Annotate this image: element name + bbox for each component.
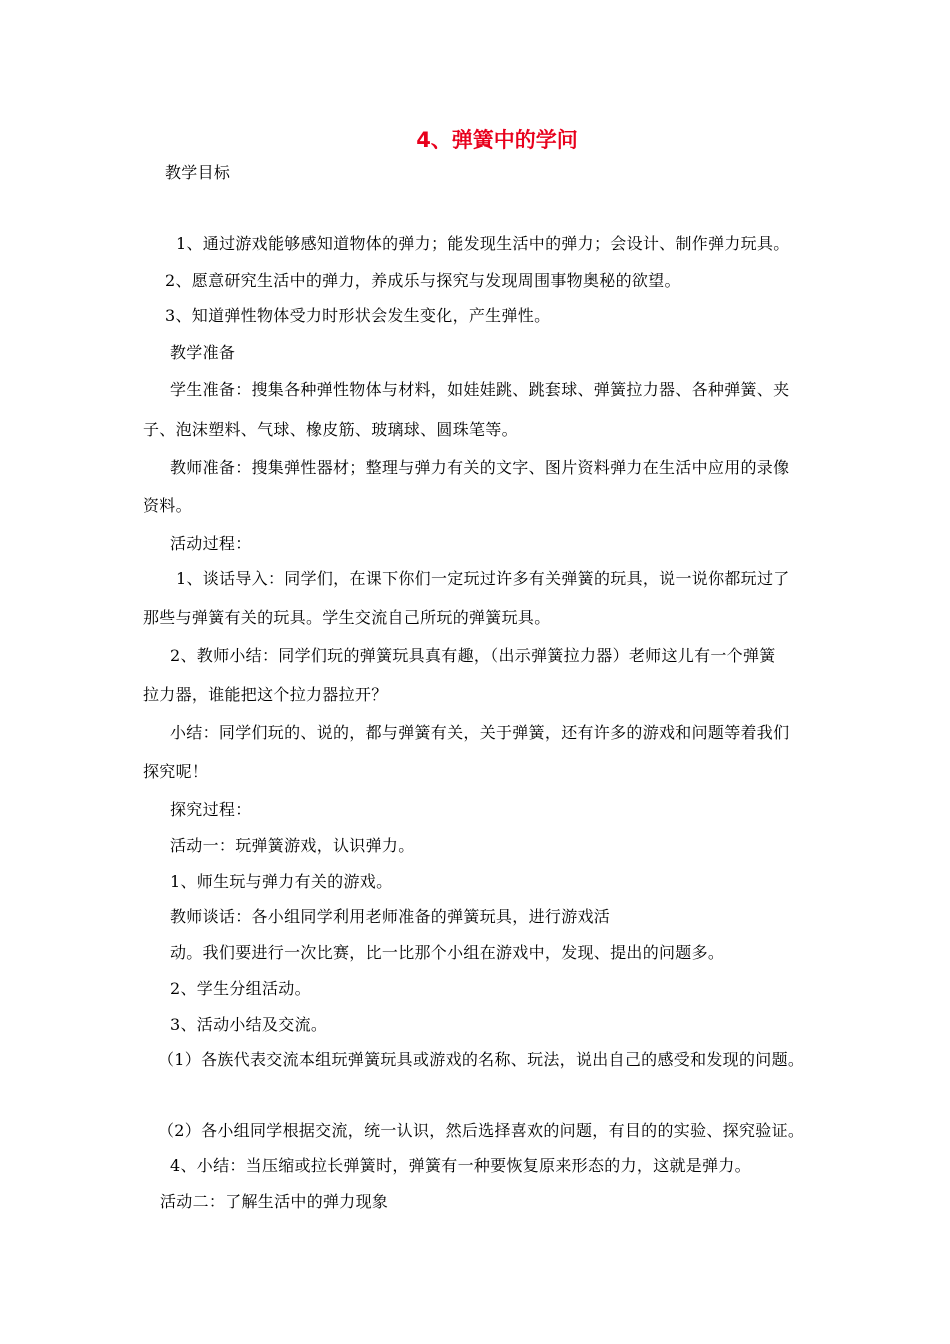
- paragraph-line: 1、师生玩与弹力有关的游戏。: [170, 872, 393, 891]
- paragraph-line: 活动一：玩弹簧游戏，认识弹力。: [170, 836, 415, 855]
- paragraph-line: 拉力器，谁能把这个拉力器拉开？: [143, 685, 388, 704]
- paragraph-line: 学生准备：搜集各种弹性物体与材料，如娃娃跳、跳套球、弹簧拉力器、各种弹簧、夹: [170, 380, 790, 399]
- section-heading-exploration: 探究过程：: [170, 800, 252, 819]
- paragraph-line: 1、通过游戏能够感知道物体的弹力；能发现生活中的弹力；会设计、制作弹力玩具。: [176, 234, 790, 253]
- section-heading-activity: 活动过程：: [170, 534, 252, 553]
- paragraph-line: 动。我们要进行一次比赛，比一比那个小组在游戏中，发现、提出的问题多。: [170, 943, 725, 962]
- paragraph-line: 活动二：了解生活中的弹力现象: [160, 1192, 389, 1211]
- paragraph-line: 3、活动小结及交流。: [170, 1015, 328, 1034]
- paragraph-line: 2、教师小结：同学们玩的弹簧玩具真有趣，（出示弹簧拉力器）老师这儿有一个弹簧: [170, 646, 776, 665]
- paragraph-line: （1）各族代表交流本组玩弹簧玩具或游戏的名称、玩法，说出自己的感受和发现的问题。: [158, 1050, 805, 1069]
- paragraph-line: （2）各小组同学根据交流，统一认识，然后选择喜欢的问题，有目的的实验、探究验证。: [158, 1121, 805, 1140]
- paragraph-line: 探究呢！: [143, 762, 209, 781]
- paragraph-line: 那些与弹簧有关的玩具。学生交流自己所玩的弹簧玩具。: [143, 608, 551, 627]
- paragraph-line: 教师准备：搜集弹性器材；整理与弹力有关的文字、图片资料弹力在生活中应用的录像: [170, 458, 790, 477]
- section-heading-preparation: 教学准备: [170, 343, 236, 362]
- section-heading-goals: 教学目标: [165, 163, 231, 182]
- paragraph-line: 资料。: [143, 496, 192, 515]
- paragraph-line: 3、知道弹性物体受力时形状会发生变化，产生弹性。: [165, 306, 551, 325]
- paragraph-line: 4、小结：当压缩或拉长弹簧时，弹簧有一种要恢复原来形态的力，这就是弹力。: [170, 1156, 751, 1175]
- paragraph-line: 1、谈话导入：同学们，在课下你们一定玩过许多有关弹簧的玩具，说一说你都玩过了: [176, 569, 790, 588]
- document-title: 4、弹簧中的学问: [416, 128, 578, 152]
- paragraph-line: 小结：同学们玩的、说的，都与弹簧有关，关于弹簧，还有许多的游戏和问题等着我们: [170, 723, 790, 742]
- paragraph-line: 教师谈话：各小组同学利用老师准备的弹簧玩具，进行游戏活: [170, 907, 611, 926]
- paragraph-line: 子、泡沫塑料、气球、橡皮筋、玻璃球、圆珠笔等。: [143, 420, 518, 439]
- paragraph-line: 2、愿意研究生活中的弹力，养成乐与探究与发现周围事物奥秘的欲望。: [165, 271, 681, 290]
- paragraph-line: 2、学生分组活动。: [170, 979, 311, 998]
